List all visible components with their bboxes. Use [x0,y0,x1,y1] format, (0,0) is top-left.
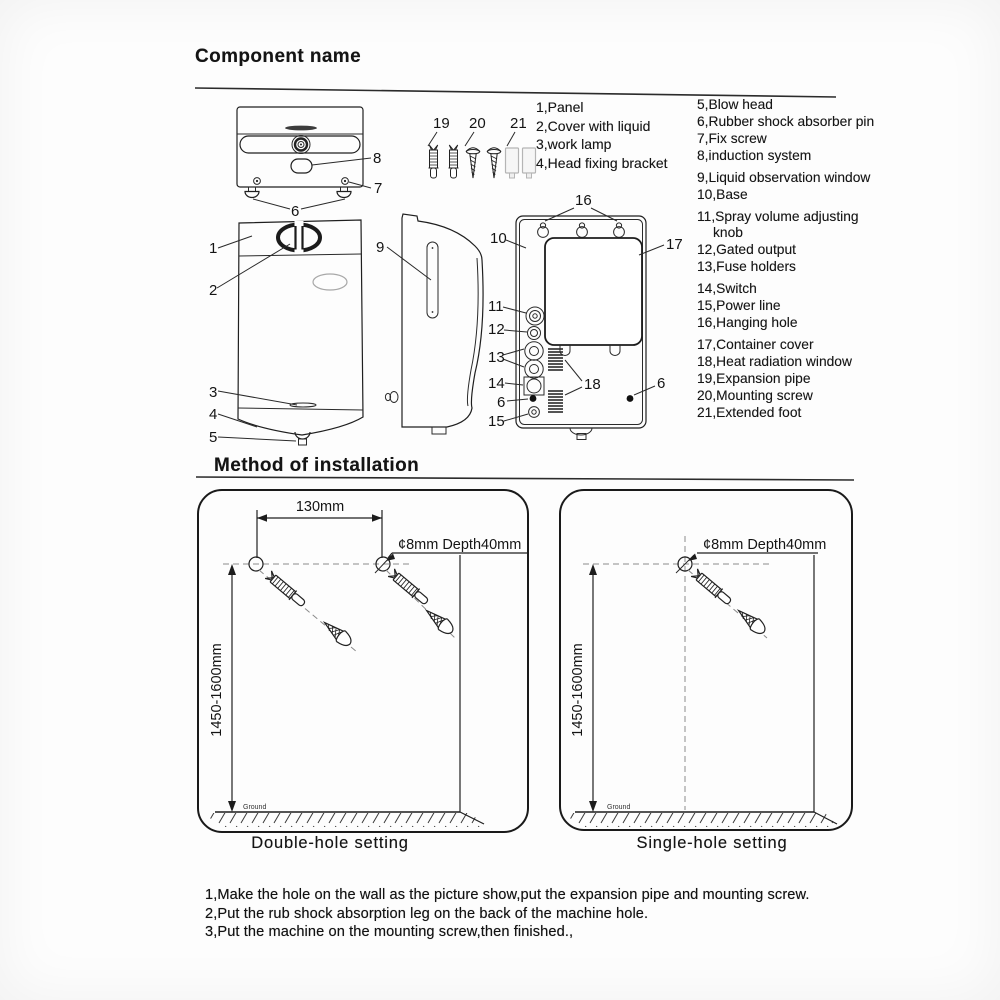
instruction-line: 2,Put the rub shock absorption leg on the back of the machine hole. [205,905,649,922]
bottom-notch [570,428,592,440]
callout-4: 4 [209,406,218,423]
work-lamp [290,403,316,407]
list-item: 12,Gated output [697,242,796,257]
list-item: 2,Cover with liquid [536,117,651,134]
callout-15: 15 [488,413,505,430]
liquid-window-slot [427,242,438,318]
mounting-screw-icon [734,605,768,637]
callout-6: 6 [291,203,300,220]
power-line-outlet [529,407,540,418]
fuse-holders [525,342,543,378]
nozzle [292,136,310,154]
callout-12: 12 [488,321,505,338]
callout-1: 1 [209,240,218,257]
callout-3: 3 [209,384,218,401]
power-switch [524,377,544,395]
list-item: 10,Base [697,187,748,202]
instruction-line: 3,Put the machine on the mounting screw,then finished., [205,924,574,941]
hanging-holes [538,223,625,238]
container-cover [545,238,642,345]
list-item: 19,Expansion pipe [697,371,811,386]
callout-11: 11 [488,298,504,315]
observation-window [313,274,347,290]
installation-instructions [205,886,809,942]
side-knob [385,392,398,403]
gated-output [528,327,541,340]
back-view-diagram [478,183,700,461]
head-slot [285,126,317,131]
list-item: 20,Mounting screw [697,388,813,403]
expansion-pipe-icon [387,568,430,607]
fix-screws [254,178,349,185]
callout-10: 10 [490,230,507,247]
single-hole-caption: Single-hole setting [636,834,788,852]
list-item: 7,Fix screw [697,131,767,146]
parts-list-a [536,98,668,172]
callout-6-left: 6 [497,394,506,411]
section2-title: Method of installation [214,455,420,476]
callout-9: 9 [376,239,385,256]
expansion-pipe-icon [264,570,307,609]
callout-5: 5 [209,429,218,446]
list-item: 11,Spray volume adjusting knob [697,209,859,240]
double-hole-diagram [195,480,540,860]
width-dimension-label: 130mm [295,499,345,515]
list-item: 13,Fuse holders [697,259,796,274]
list-item: 18,Heat radiation window [697,354,852,369]
double-hole-caption: Double-hole setting [251,834,409,852]
callout-20: 20 [469,115,486,132]
mounting-screw-icon [488,148,501,178]
ground-label: Ground [243,804,267,811]
callout-8: 8 [373,150,382,167]
instruction-line: 1,Make the hole on the wall as the picture show,put the expansion pipe and mounting screw. [205,887,810,903]
single-hole-diagram [555,480,900,860]
callout-2: 2 [209,282,218,299]
heat-radiation-grills [548,349,563,412]
parts-list-b [697,97,875,422]
ground-hatch [205,813,485,827]
extended-foot-icon [523,148,536,178]
shock-pin-left [530,395,537,402]
callout-16: 16 [575,192,592,209]
list-item: 21,Extended foot [697,405,802,420]
callout-18: 18 [584,376,601,393]
front-view-diagram [195,205,385,457]
list-item: 9,Liquid observation window [697,170,871,185]
side-foot [432,427,446,434]
list-item: 6,Rubber shock absorber pin [697,114,875,129]
list-item: 3,work lamp [536,136,612,152]
callout-19: 19 [433,115,450,132]
induction-window [291,159,312,173]
hole-spec-label: ¢8mm Depth40mm [703,537,827,553]
expansion-pipe-icon [449,145,459,178]
ground-label: Ground [607,804,631,811]
page-title: Component name [195,46,362,67]
list-item: 15,Power line [697,298,781,313]
callout-13: 13 [488,349,505,366]
rubber-feet [245,187,351,198]
list-item: 17,Container cover [697,337,814,352]
height-dimension-label: 1450-1600mm [570,643,586,737]
callout-17: 17 [666,236,683,253]
expansion-pipe-icon [690,568,733,607]
callout-6-right: 6 [657,375,666,392]
list-item: 5,Blow head [697,97,773,112]
hole-spec-label: ¢8mm Depth40mm [398,537,522,553]
list-item: 4,Head fixing bracket [536,154,668,171]
callout-21: 21 [510,115,527,132]
list-item: 8,induction system [697,148,812,163]
cover-tabs [560,345,620,356]
height-dimension-label: 1450-1600mm [209,643,225,737]
spray-knob [526,307,544,325]
mounting-screw-icon [422,605,456,637]
callout-14: 14 [488,375,505,392]
list-item: 14,Switch [697,281,757,296]
blow-head-opening [278,221,320,254]
ground-hatch [565,813,839,827]
callout-7: 7 [374,180,383,197]
shock-pin-right [627,395,634,402]
expansion-pipe-icon [429,145,439,178]
mounting-screw-icon [467,148,480,178]
mounting-screw-icon [320,617,354,649]
extended-foot-icon [506,148,519,178]
list-item: 16,Hanging hole [697,315,798,330]
list-item: 1,Panel [536,99,584,115]
